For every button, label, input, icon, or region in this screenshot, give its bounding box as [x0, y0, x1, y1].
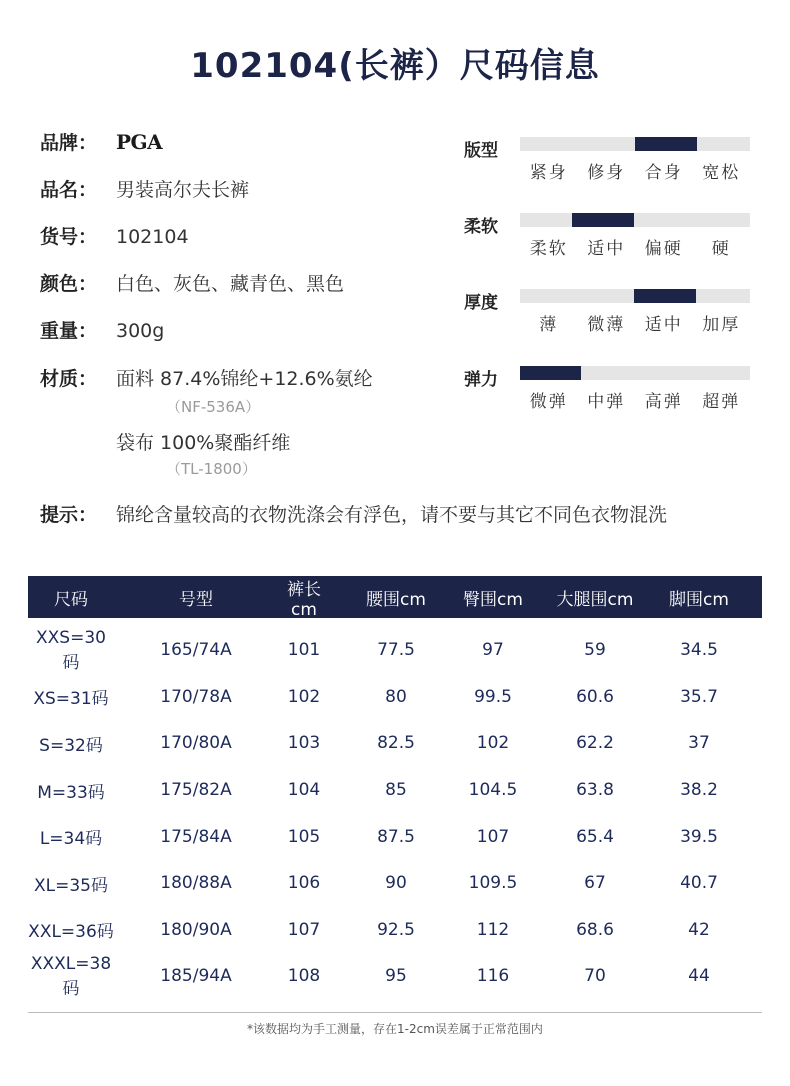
table-cell: 68.6: [576, 919, 614, 940]
sku-label: 货号：: [40, 226, 98, 248]
scale-label: 合身: [644, 163, 683, 183]
table-row: [28, 860, 762, 907]
scale-title: 柔软: [464, 217, 498, 237]
table-row: [28, 953, 762, 1000]
scale-2: [464, 280, 754, 340]
wash-tip: [40, 500, 667, 527]
table-cell: 107: [476, 826, 510, 847]
table-cell: 65.4: [576, 826, 614, 847]
table-cell: 37: [688, 733, 710, 754]
material-row: [40, 364, 116, 391]
table-cell: 95: [385, 966, 407, 987]
column-header: 大腿围cm: [556, 589, 634, 610]
table-row: [28, 720, 762, 767]
table-cell: S=32码: [39, 735, 103, 756]
table-cell: XL=35码: [34, 875, 108, 896]
scale-labels: [520, 310, 750, 335]
column-header: 号型: [179, 589, 213, 610]
table-cell: 82.5: [377, 733, 415, 754]
scale-3: [464, 357, 754, 417]
column-header: 腰围cm: [366, 589, 426, 610]
scale-track: [520, 366, 750, 380]
table-cell: 34.5: [680, 640, 718, 661]
size-table-body: [28, 618, 762, 1000]
sku-row: [40, 222, 189, 249]
table-cell: 77.5: [377, 640, 415, 661]
column-header: 尺码: [54, 589, 88, 610]
table-cell: 38.2: [680, 780, 718, 801]
scale-label: 柔软: [529, 239, 568, 259]
scale-labels: [520, 387, 750, 412]
table-row: [28, 674, 762, 721]
color-label: 颜色：: [40, 273, 98, 295]
brand-label: 品牌：: [40, 132, 98, 154]
brand-row: [40, 128, 162, 155]
scale-label: 薄: [539, 315, 559, 335]
table-cell: 109.5: [468, 873, 518, 894]
table-cell: 185/94A: [160, 966, 232, 987]
scale-label: 适中: [587, 239, 626, 259]
table-cell: 107: [287, 919, 321, 940]
table-cell: L=34码: [39, 829, 103, 850]
fabric-line: 面料 87.4%锦纶+12.6%氨纶: [116, 368, 373, 390]
table-cell: 85: [385, 780, 407, 801]
table-cell: 112: [476, 919, 510, 940]
table-cell: 116: [476, 966, 510, 987]
table-cell: 106: [287, 873, 321, 894]
table-cell: 104: [287, 780, 321, 801]
color-value: 白色、灰色、藏青色、黑色: [116, 273, 345, 295]
table-cell: 97: [482, 640, 504, 661]
scale-indicator: [572, 213, 634, 227]
scale-title: 厚度: [464, 293, 498, 313]
table-cell: 44: [688, 966, 710, 987]
table-cell: 42: [688, 919, 710, 940]
table-cell: 103: [287, 733, 321, 754]
tip-label: 提示：: [40, 504, 98, 526]
table-cell: 59: [584, 640, 606, 661]
name-label: 品名：: [40, 179, 98, 201]
scale-labels: [520, 234, 750, 259]
scale-0: [464, 128, 754, 188]
column-header: 臀围cm: [463, 589, 523, 610]
scale-indicator: [635, 137, 697, 151]
lining-line: 袋布 100%聚酯纤维: [116, 432, 291, 454]
table-cell: 40.7: [680, 873, 718, 894]
scale-title: 弹力: [464, 370, 498, 390]
scale-label: 硬: [711, 239, 731, 259]
table-cell: 87.5: [377, 826, 415, 847]
measurement-footnote: *该数据均为手工测量，存在1-2cm误差属于正常范围内: [247, 1022, 543, 1036]
fabric-code: （NF-536A）: [166, 398, 261, 416]
table-cell: 101: [287, 640, 321, 661]
scale-label: 修身: [587, 163, 626, 183]
table-cell: 60.6: [576, 686, 614, 707]
scale-label: 超弹: [702, 392, 741, 412]
table-cell: 99.5: [474, 686, 512, 707]
scale-indicator: [520, 366, 581, 380]
brand-logo-text: PGA: [116, 130, 163, 154]
table-cell: 180/90A: [160, 919, 232, 940]
table-cell: 35.7: [680, 686, 718, 707]
table-cell: 180/88A: [160, 873, 232, 894]
table-cell: 170/80A: [160, 733, 232, 754]
table-cell: 165/74A: [160, 640, 232, 661]
scale-label: 高弹: [644, 392, 683, 412]
scale-label: 微弹: [529, 392, 568, 412]
scale-label: 紧身: [529, 163, 568, 183]
column-header: 脚围cm: [669, 589, 729, 610]
scale-track: [520, 137, 750, 151]
material-label: 材质：: [40, 368, 98, 390]
table-cell: 105: [287, 826, 321, 847]
weight-value: 300g: [116, 320, 165, 342]
table-cell: 102: [476, 733, 510, 754]
table-row: [28, 813, 762, 860]
table-cell: 63.8: [576, 780, 614, 801]
table-cell: 170/78A: [160, 686, 232, 707]
size-table: [28, 576, 762, 1000]
table-cell: M=33码: [37, 782, 105, 803]
table-cell: 80: [385, 686, 407, 707]
scale-title: 版型: [464, 141, 498, 161]
lining-code: （TL-1800）: [166, 460, 257, 478]
table-cell: XS=31码: [33, 689, 109, 710]
table-cell: XXS=30码: [36, 627, 106, 673]
scale-label: 中弹: [587, 392, 626, 412]
scale-labels: [520, 158, 750, 183]
table-cell: 175/82A: [160, 780, 232, 801]
table-cell: 39.5: [680, 826, 718, 847]
table-cell: 92.5: [377, 919, 415, 940]
sku-value: 102104: [116, 226, 189, 248]
table-cell: 90: [385, 873, 407, 894]
table-cell: 62.2: [576, 733, 614, 754]
name-value: 男装高尔夫长裤: [116, 179, 250, 201]
scale-label: 适中: [644, 315, 683, 335]
scale-label: 宽松: [702, 163, 741, 183]
scale-indicator: [634, 289, 696, 303]
table-cell: 70: [584, 966, 606, 987]
table-row: [28, 627, 762, 674]
table-cell: XXXL=38码: [30, 953, 112, 999]
column-header: 裤长cm: [287, 579, 321, 620]
table-row: [28, 767, 762, 814]
scale-label: 偏硬: [644, 239, 683, 259]
table-cell: XXL=36码: [28, 922, 114, 943]
footer-divider: [28, 1012, 762, 1013]
table-cell: 108: [287, 966, 321, 987]
table-cell: 67: [584, 873, 606, 894]
scale-track: [520, 289, 750, 303]
scale-label: 加厚: [702, 315, 741, 335]
weight-row: [40, 316, 164, 343]
table-cell: 175/84A: [160, 826, 232, 847]
table-row: [28, 907, 762, 954]
scale-track: [520, 213, 750, 227]
weight-label: 重量：: [40, 320, 98, 342]
tip-text: 锦纶含量较高的衣物洗涤会有浮色，请不要与其它不同色衣物混洗: [116, 504, 668, 526]
name-row: [40, 175, 249, 202]
scale-1: [464, 204, 754, 264]
scale-label: 微薄: [587, 315, 626, 335]
color-row: [40, 269, 344, 296]
table-cell: 102: [287, 686, 321, 707]
table-cell: 104.5: [468, 780, 518, 801]
size-table-header: [28, 576, 762, 618]
page-title: 102104(长裤）尺码信息: [190, 46, 600, 86]
